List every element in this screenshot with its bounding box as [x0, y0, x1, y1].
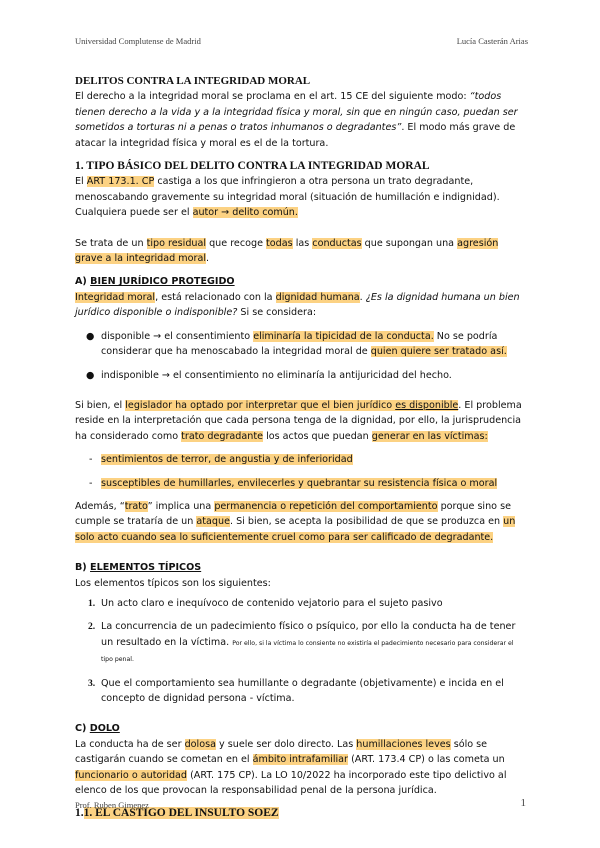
intro-paragraph: El derecho a la integridad moral se proclama en el art. 15 CE del siguiente modo: “todos tienen derecho a la vida y a la integridad física y moral, sin que en ningún caso, puedan ser sometidos a torturas ni a penas o tratos inhumanos o degradantes”. El modo más grave de atacar la integridad física y moral es el de la tortura.	[75, 91, 518, 149]
section-1-1-title: 1.1. EL CASTIGO DEL INSULTO SOEZ	[75, 807, 279, 820]
section-a-heading: A) BIEN JURÍDICO PROTEGIDO	[75, 276, 235, 288]
typical-elements-list	[75, 596, 527, 706]
section-b-heading: B) ELEMENTOS TÍPICOS	[75, 562, 202, 574]
page-content	[75, 70, 527, 822]
footer-professor: Prof. Ruben Gimenez	[75, 800, 149, 810]
section-a-paragraph-2: Si bien, el legislador ha optado por interpretar que el bien jurídico es disponible. El problema reside en la interpretación que cada persona tenga de la dignidad, por ello, la jurisprudencia ha considerado como trato degradante los actos que puedan generar en las víctimas:	[75, 399, 522, 442]
page-number: 1	[520, 797, 526, 809]
section-1-title: 1. TIPO BÁSICO DEL DELITO CONTRA LA INTEGRIDAD MORAL	[75, 160, 430, 173]
list-item: - sentimientos de terror, de angustia y de inferioridad	[89, 454, 353, 466]
section-a-paragraph-3: Además, “trato” implica una permanencia o repetición del comportamiento porque sino se cumple se trataría de un ataque. Si bien, se acepta la posibilidad de que se produzca en un solo acto cuando sea lo suficientemente cruel como para ser calificado de degradante.	[75, 500, 516, 543]
degrading-effects-list	[75, 452, 527, 491]
consent-list	[75, 329, 527, 383]
list-item: 1. Un acto claro e inequívoco de contenido vejatorio para el sujeto pasivo	[88, 597, 443, 609]
section-a-paragraph-1: Integridad moral, está relacionado con la dignidad humana. ¿Es la dignidad humana un bien jurídico disponible o indisponible? Si se considera:	[75, 291, 520, 319]
intro-title: DELITOS CONTRA LA INTEGRIDAD MORAL	[75, 75, 311, 87]
list-item: 2. La concurrencia de un padecimiento físico o psíquico, por ello la conducta ha de tener un resultado en la víctima. Por ello, si la víctima lo consiente no existiría el padecimiento necesario para considerar el tipo penal.	[88, 621, 516, 664]
list-item: ● indisponible → el consentimiento no eliminaría la antijuricidad del hecho.	[86, 369, 452, 381]
section-b-intro: Los elementos típicos son los siguientes:	[75, 577, 271, 589]
header-university: Universidad Complutense de Madrid	[75, 36, 201, 46]
section-c-paragraph: La conducta ha de ser dolosa y suele ser dolo directo. Las humillaciones leves sólo se castigarán cuando se cometan en el ámbito intrafamiliar (ART. 173.4 CP) o las cometa un funcionario o autoridad (ART. 175 CP). La LO 10/2022 ha incorporado este tipo delictivo al elenco de los que provocan la responsabilidad penal de la persona jurídica.	[75, 738, 507, 797]
section-1-paragraph-1: El ART 173.1. CP castiga a los que infringieron a otra persona un trato degradante, menoscabando gravemente su integridad moral (situación de humillación e indignidad). Cualquiera puede ser el autor → delito común.	[75, 176, 500, 219]
section-c-heading: C) DOLO	[75, 723, 120, 735]
section-1-paragraph-2: Se trata de un tipo residual que recoge todas las conductas que supongan una agresión grave a la integridad moral.	[75, 237, 499, 265]
header-author: Lucía Casterán Arias	[456, 36, 528, 46]
list-item: ● disponible → el consentimiento eliminaría la tipicidad de la conducta. No se podría considerar que ha menoscabado la integridad moral de quien quiere ser tratado así.	[86, 330, 507, 358]
list-item: 3. Que el comportamiento sea humillante o degradante (objetivamente) e incida en el concepto de dignidad persona - víctima.	[88, 677, 504, 704]
list-item: - susceptibles de humillarles, envilecerles y quebrantar su resistencia física o moral	[89, 477, 498, 489]
